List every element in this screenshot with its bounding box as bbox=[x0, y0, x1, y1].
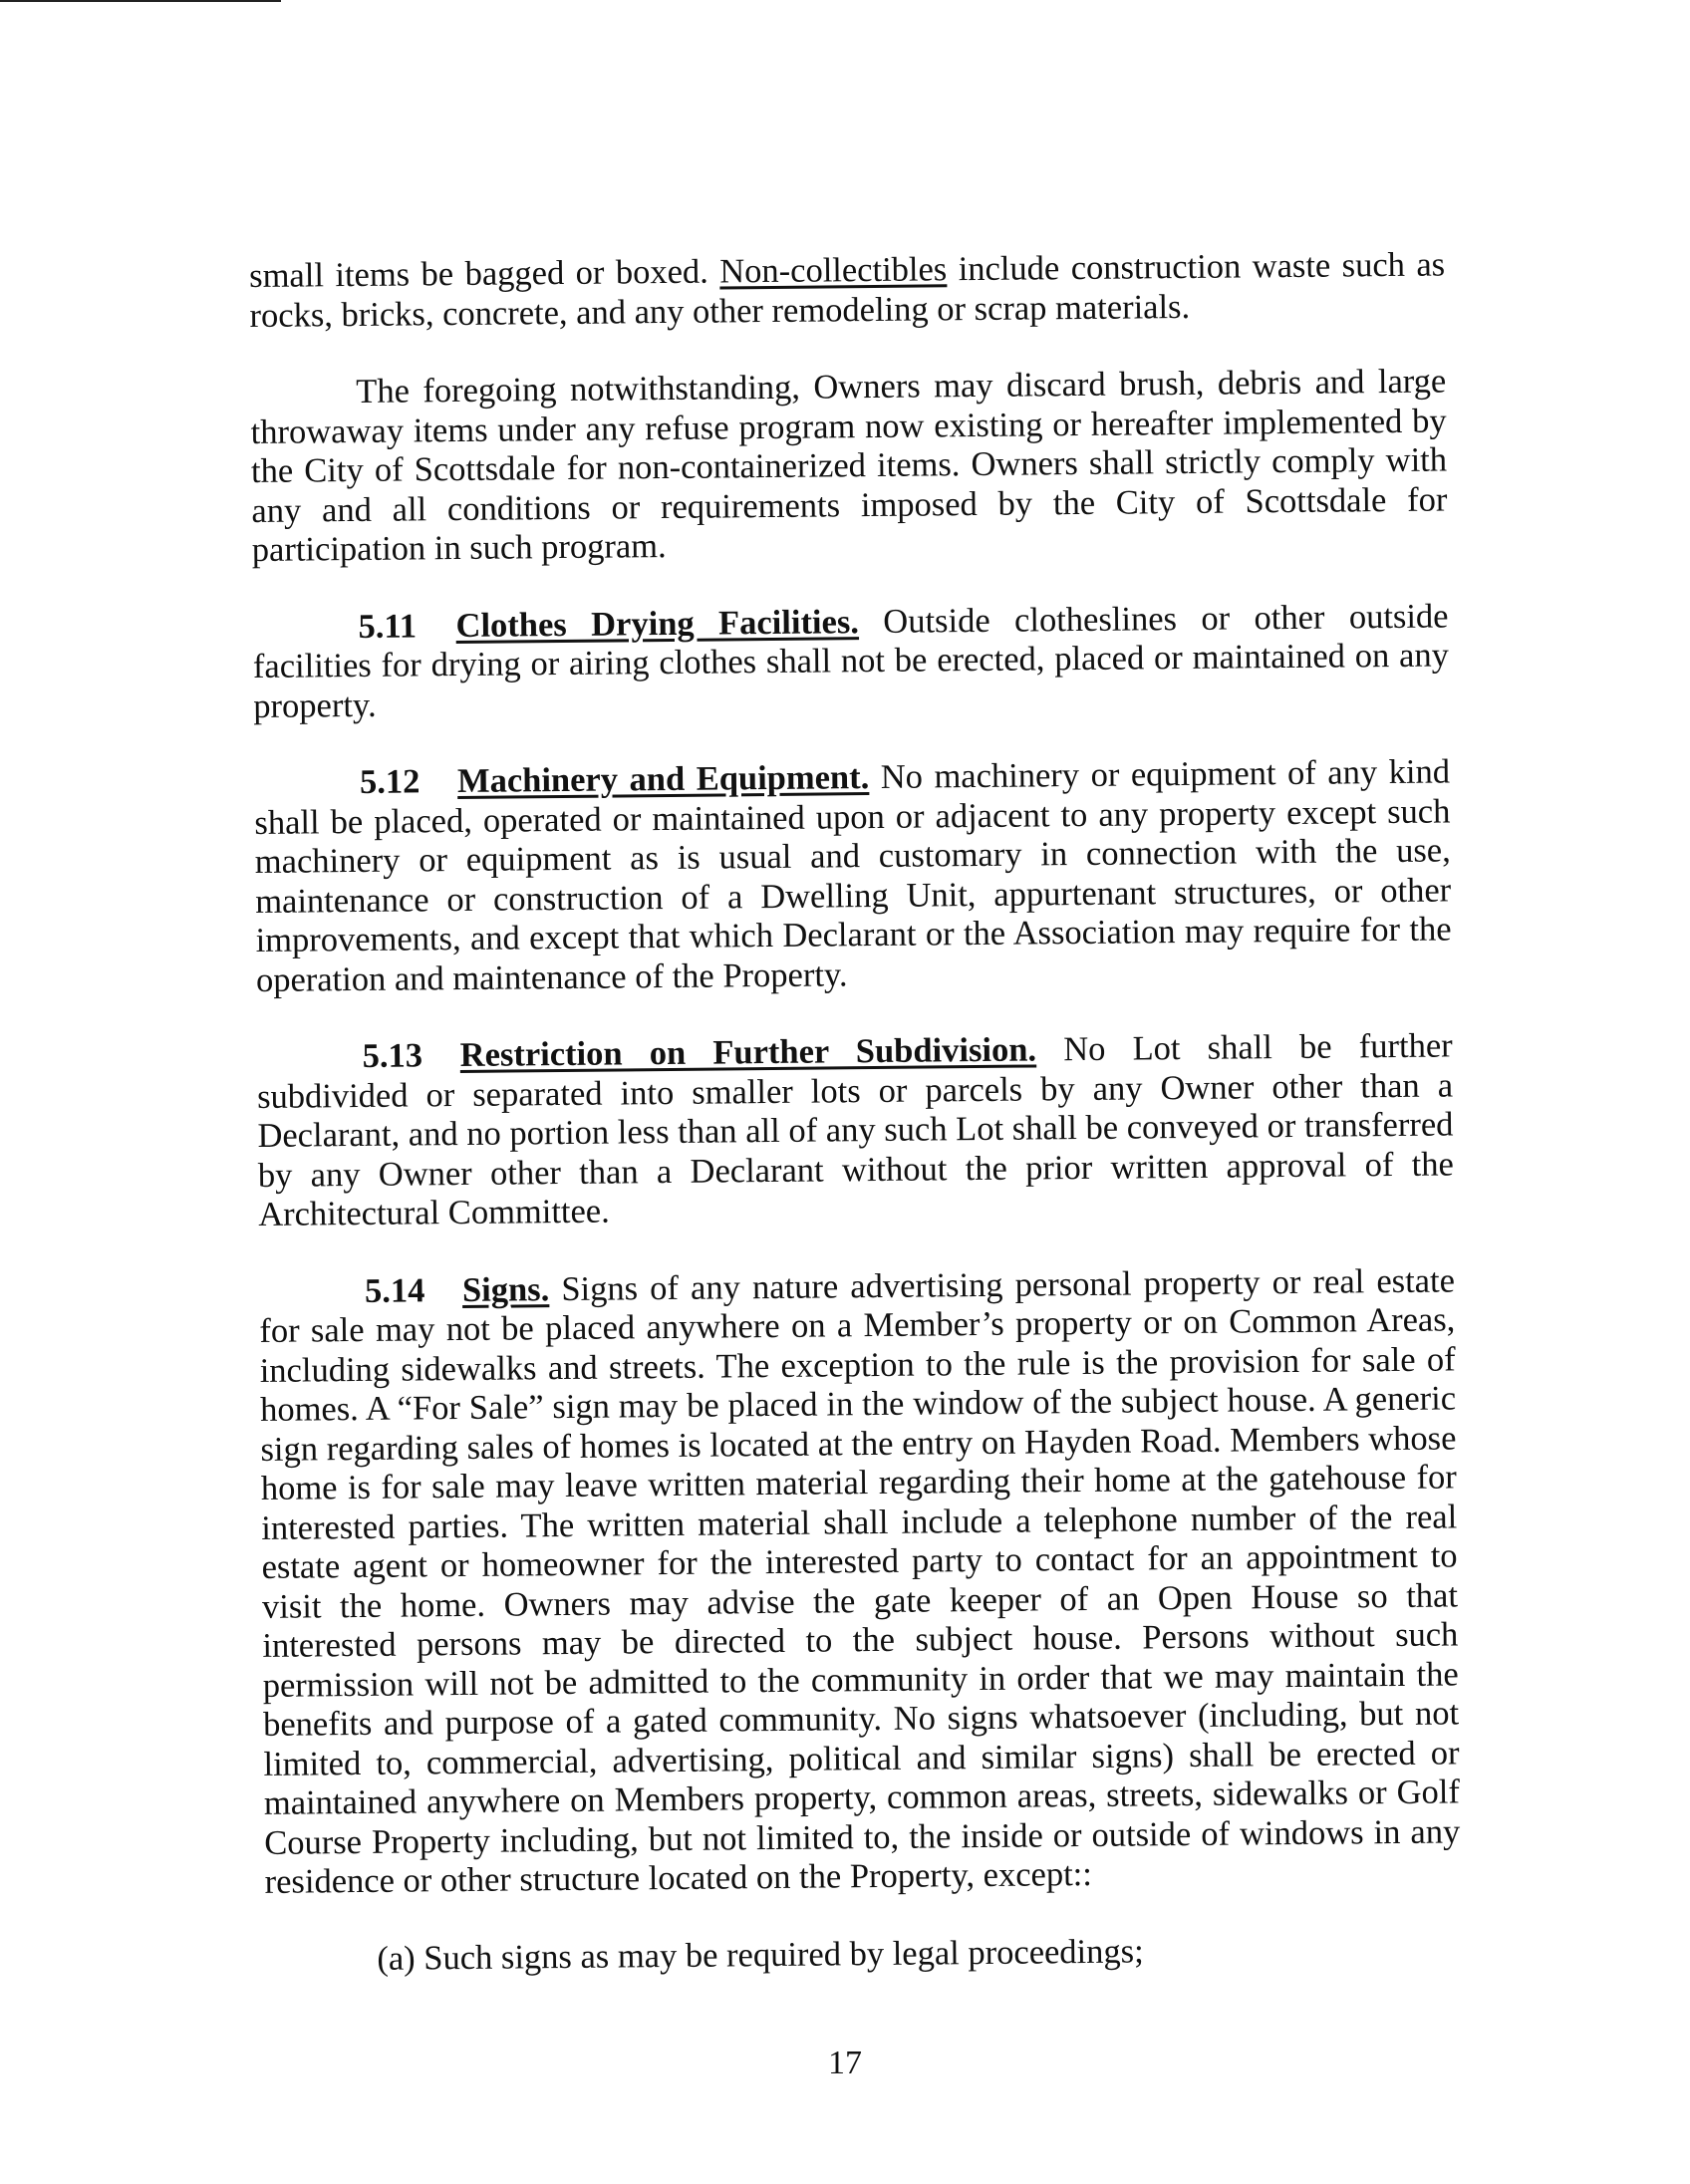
paragraph-refuse-continuation bbox=[249, 245, 1446, 336]
list-item-a: (a) Such signs as may be required by legal proceedings; bbox=[377, 1931, 1144, 1978]
section-number: 5.11 bbox=[358, 606, 418, 646]
section-5-14 bbox=[259, 1261, 1461, 1902]
section-body: Outside clotheslines or other outside facilities for drying or airing clothes shall not be erected, placed or maintained on any property. bbox=[252, 596, 1450, 725]
section-5-12 bbox=[254, 752, 1452, 1000]
section-5-11 bbox=[252, 597, 1449, 726]
section-number: 5.12 bbox=[359, 762, 421, 801]
section-title: Clothes Drying Facilities. bbox=[455, 602, 860, 645]
section-title: Signs. bbox=[461, 1269, 550, 1309]
paragraph-text: include construction waste such as rocks, bricks, concrete, and any other remodeling or scrap materials. bbox=[249, 245, 1446, 335]
section-body: No machinery or equipment of any kind shall be placed, operated or maintained upon or adjacent to any property except such machinery or equipment as is usual and customary in connection with the use, maintenance or construction of a Dwelling Unit, appurtenant structures, or other improvements, and except that which Declarant or the Association may require for the operation and maintenance of the Property. bbox=[254, 752, 1452, 999]
scan-edge-line bbox=[0, 0, 281, 2]
paragraph-text: small items be bagged or boxed. bbox=[249, 252, 720, 295]
section-body: Signs of any nature advertising personal property or real estate for sale may not be placed anywhere on a Member’s property or on Common Areas, including sidewalks and streets. The exception to the rule is the provision for sale of homes. A “For Sale” sign may be placed in the window of the subject house. A generic sign regarding sales of homes is located at the entry on Hayden Road. Members whose home is for sale may leave written material regarding their home at the gatehouse for interested parties. The written material shall include a telephone number of the real estate agent or homeowner for the interested party to contact for an appointment to visit the home. Owners may advise the gate keeper of an Open House so that interested persons may be directed to the subject house. Persons without such permission will not be admitted to the community in order that we may maintain the benefits and purpose of a gated community. No signs whatsoever (including, but not limited to, commercial, advertising, political and similar signs) shall be erected or maintained anywhere on Members property, common areas, streets, sidewalks or Golf Course Property including, but not limited to, the inside or outside of windows in any residence or other structure located on the Property, except:: bbox=[259, 1260, 1461, 1901]
section-title: Restriction on Further Subdivision. bbox=[459, 1030, 1037, 1075]
section-number: 5.13 bbox=[362, 1036, 423, 1075]
section-title: Machinery and Equipment. bbox=[456, 758, 870, 801]
paragraph-text: The foregoing notwithstanding, Owners may discard brush, debris and large throwaway items under any refuse program now existing or hereafter implemented by the City of Scottsdale for non-containerized items. Owners shall strictly comply with any and all conditions or requirements imposed by the City of Scottsdale for participation in such program. bbox=[250, 362, 1448, 569]
non-collectibles-term: Non-collectibles bbox=[719, 250, 948, 291]
page-number: 17 bbox=[828, 2045, 862, 2081]
section-5-13 bbox=[257, 1026, 1455, 1234]
section-body: No Lot shall be further subdivided or separated into smaller lots or parcels by any Owner other than a Declarant, and no portion less than all of any such Lot shall be conveyed or transferred by any Owner other than a Declarant without the prior written approval of the Architectural Committee. bbox=[256, 1026, 1454, 1233]
section-number: 5.14 bbox=[364, 1270, 425, 1310]
document-body bbox=[249, 245, 1462, 1979]
paragraph-refuse-program bbox=[250, 362, 1448, 570]
